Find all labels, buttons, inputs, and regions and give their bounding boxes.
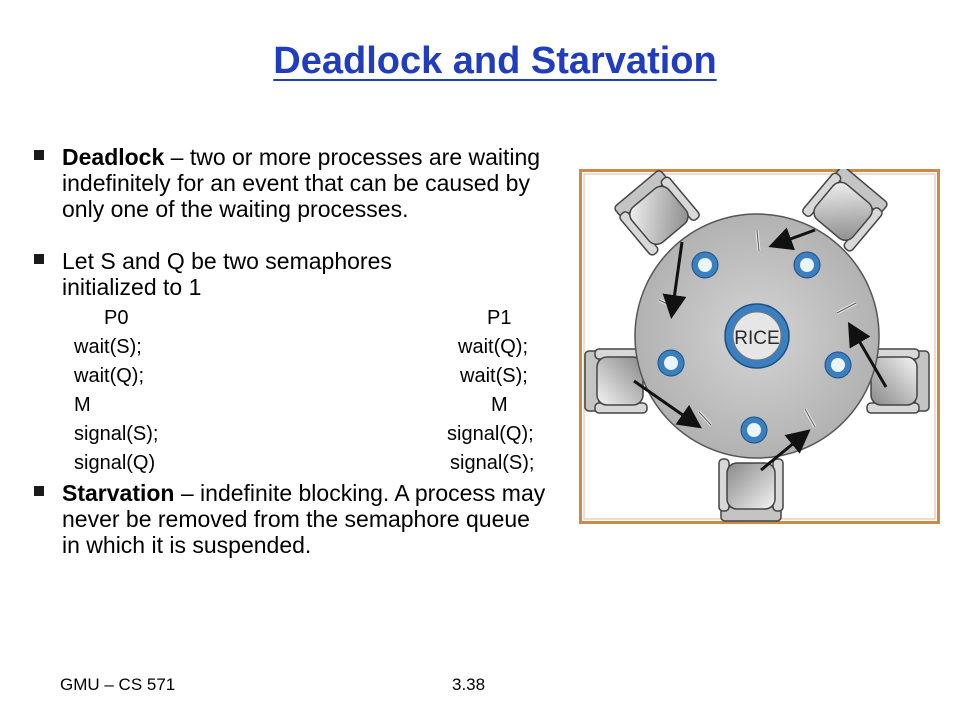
- footer-course: GMU – CS 571: [60, 675, 176, 694]
- plate-icon: [741, 417, 767, 443]
- dining-philosophers-figure: [579, 169, 940, 524]
- square-bullet-icon: [34, 150, 44, 160]
- p0-header: P0: [104, 307, 129, 329]
- plate-icon: [658, 350, 684, 376]
- p1-header: P1: [487, 307, 512, 329]
- p1-line: wait(S);: [460, 365, 528, 387]
- bullet-deadlock: [34, 144, 554, 222]
- slide-title: Deadlock and Starvation: [273, 40, 717, 82]
- bullet-text: – indefinite blocking. A process may never be removed from the semaphore queue in which it is suspended.: [62, 480, 546, 558]
- footer-slide-number: 3.38: [452, 675, 486, 694]
- p1-line: signal(S);: [450, 452, 535, 474]
- p0-line: wait(S);: [74, 336, 142, 358]
- bullet-text: – two or more processes are waiting indefinitely for an event that can be caused by only one of the waiting processes.: [62, 144, 541, 222]
- p0-line: wait(Q);: [74, 365, 144, 387]
- bowl-label: RICE: [734, 328, 780, 349]
- p0-line: signal(S);: [74, 423, 159, 445]
- chair-icon: [719, 459, 783, 521]
- bullet-semaphores: [34, 248, 454, 300]
- bullet-text: Let S and Q be two semaphores initialized to 1: [62, 248, 392, 300]
- p1-line: wait(Q);: [458, 336, 528, 358]
- square-bullet-icon: [34, 486, 44, 496]
- plate-icon: [794, 252, 820, 278]
- square-bullet-icon: [34, 254, 44, 264]
- plate-icon: [692, 252, 718, 278]
- p0-line: M: [74, 394, 91, 416]
- plate-icon: [825, 352, 851, 378]
- bullet-term: Starvation: [62, 480, 175, 506]
- bullet-starvation: [34, 480, 554, 558]
- p1-line: signal(Q);: [447, 423, 534, 445]
- p1-line: M: [491, 394, 508, 416]
- p0-line: signal(Q): [74, 452, 156, 474]
- bullet-term: Deadlock: [62, 144, 165, 170]
